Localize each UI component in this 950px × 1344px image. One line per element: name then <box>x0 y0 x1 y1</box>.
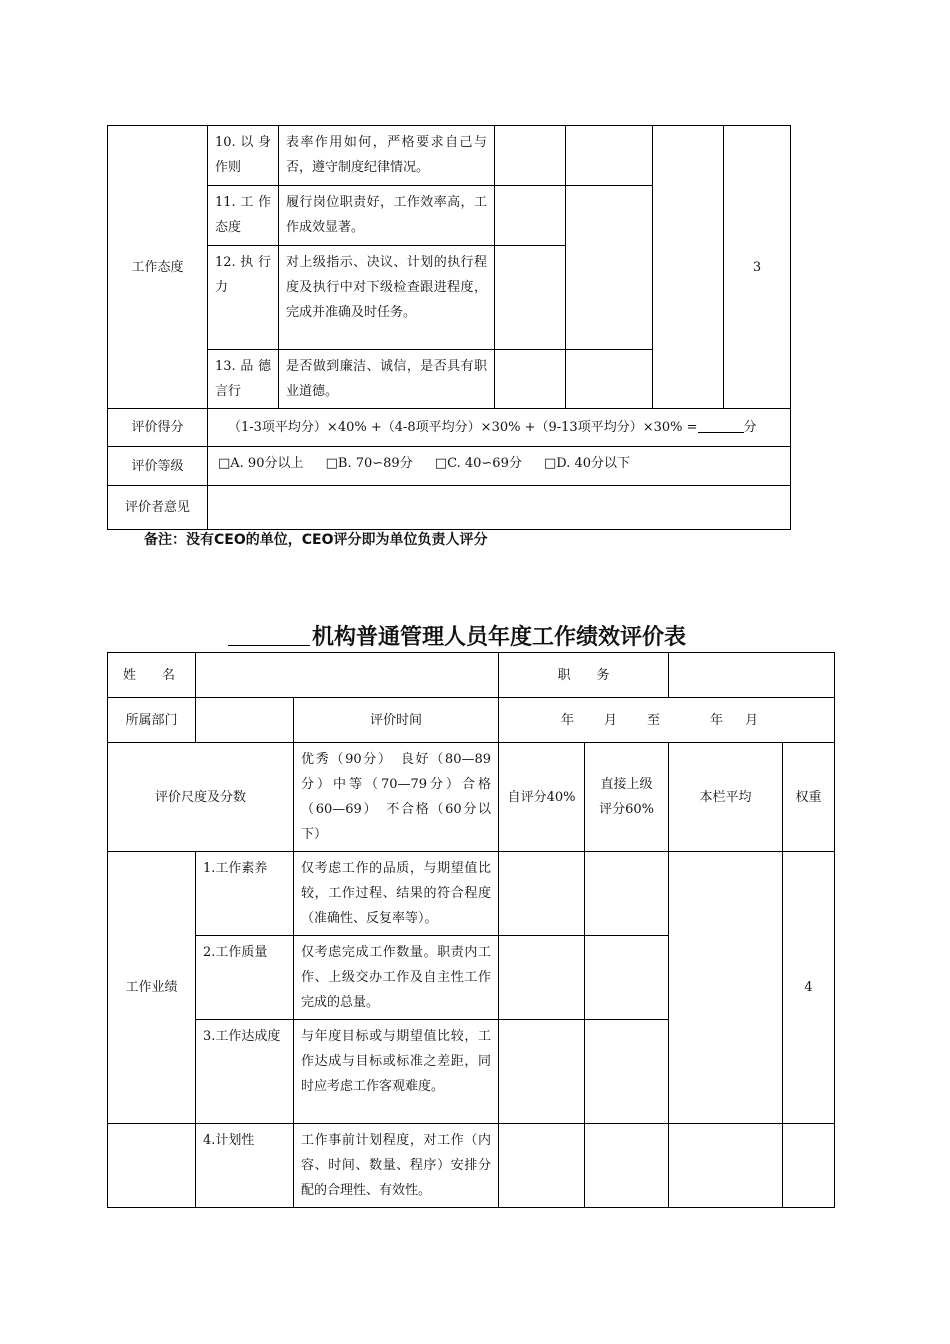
self-score-cell[interactable] <box>495 350 566 409</box>
scale-label: 评价尺度及分数 <box>108 743 294 852</box>
grade-option-c[interactable]: □C. 40∽69分 <box>434 456 522 471</box>
score-formula-row <box>208 409 791 447</box>
item-desc: 工作事前计划程度，对工作（内容、时间、数量、程序）安排分配的合理性、有效性。 <box>294 1124 499 1208</box>
self-score-cell[interactable] <box>495 126 566 186</box>
grade-option-b[interactable]: □B. 70∽89分 <box>325 456 413 471</box>
category-work-performance: 工作业绩 <box>108 852 196 1124</box>
item-no: 4.计划性 <box>196 1124 294 1208</box>
superior-score-cell[interactable] <box>566 126 653 186</box>
self-score-cell[interactable] <box>499 1124 585 1208</box>
self-score-cell[interactable] <box>499 852 585 936</box>
superior-score-cell[interactable] <box>566 186 653 350</box>
superior-score-header: 直接上级评分60% <box>585 743 669 852</box>
self-score-header: 自评分40% <box>499 743 585 852</box>
opinion-label: 评价者意见 <box>108 486 208 530</box>
remark-note: 备注：没有CEO的单位，CEO评分即为单位负责人评分 <box>144 532 488 548</box>
eval-period-field[interactable] <box>499 698 835 743</box>
item-no: 11.工作态度 <box>208 186 279 246</box>
item-desc: 履行岗位职责好，工作效率高，工作成效显著。 <box>279 186 495 246</box>
item-no: 12.执行力 <box>208 246 279 350</box>
item-desc: 仅考虑工作的品质，与期望值比较，工作过程、结果的符合程度（准确性、反复率等）。 <box>294 852 499 936</box>
self-score-cell[interactable] <box>495 246 566 350</box>
self-score-cell[interactable] <box>495 186 566 246</box>
position-label: 职 务 <box>499 653 669 698</box>
period-month-2: 月 <box>745 712 759 728</box>
weight-value: 3 <box>724 126 791 409</box>
superior-score-cell[interactable] <box>585 852 669 936</box>
item-desc: 仅考虑完成工作数量。职责内工作、上级交办工作及自主性工作完成的总量。 <box>294 936 499 1020</box>
item-desc: 表率作用如何，严格要求自己与否，遵守制度纪律情况。 <box>279 126 495 186</box>
scale-desc: 优秀（90分） 良好（80—89分）中等（70—79分）合格（60—69） 不合格（60分以下） <box>294 743 499 852</box>
weight-value: 4 <box>783 852 835 1124</box>
superior-score-cell[interactable] <box>585 1124 669 1208</box>
period-year-2: 年 <box>710 712 724 728</box>
item-no: 10.以身作则 <box>208 126 279 186</box>
item-no: 13.品德言行 <box>208 350 279 409</box>
superior-score-cell[interactable] <box>566 350 653 409</box>
item-no: 2.工作质量 <box>196 936 294 1020</box>
grade-option-d[interactable]: □D. 40分以下 <box>544 456 631 471</box>
position-field[interactable] <box>669 653 835 698</box>
superior-score-cell[interactable] <box>585 936 669 1020</box>
score-blank[interactable] <box>698 418 744 433</box>
dept-label: 所属部门 <box>108 698 196 743</box>
weight-header: 权重 <box>783 743 835 852</box>
name-label: 姓 名 <box>108 653 196 698</box>
column-average-cell[interactable] <box>669 852 783 1124</box>
item-desc: 是否做到廉洁、诚信，是否具有职业道德。 <box>279 350 495 409</box>
opinion-field[interactable] <box>208 486 791 530</box>
name-field[interactable] <box>196 653 499 698</box>
period-year-1: 年 <box>561 712 575 728</box>
evaluation-table-continued <box>107 125 791 530</box>
category-cell-empty <box>108 1124 196 1208</box>
category-work-attitude: 工作态度 <box>108 126 208 409</box>
period-month-1: 月 <box>604 712 618 728</box>
column-average-cell[interactable] <box>669 1124 783 1208</box>
score-formula: （1-3项平均分）×40% +（4-8项平均分）×30% +（9-13项平均分）×30% = <box>228 420 698 435</box>
grade-label: 评价等级 <box>108 447 208 486</box>
grade-option-a[interactable]: □A. 90分以上 <box>218 456 304 471</box>
score-label: 评价得分 <box>108 409 208 447</box>
item-no: 1.工作素养 <box>196 852 294 936</box>
item-desc: 与年度目标或与期望值比较，工作达成与目标或标准之差距，同时应考虑工作客观难度。 <box>294 1020 499 1124</box>
item-desc: 对上级指示、决议、计划的执行程度及执行中对下级检查跟进程度，完成并准确及时任务。 <box>279 246 495 350</box>
period-to: 至 <box>647 712 661 728</box>
column-average-cell[interactable] <box>653 126 724 409</box>
column-average-header: 本栏平均 <box>669 743 783 852</box>
superior-score-cell[interactable] <box>585 1020 669 1124</box>
grade-options <box>208 447 791 486</box>
eval-time-label: 评价时间 <box>294 698 499 743</box>
form-title-row <box>228 620 748 651</box>
evaluation-form-table <box>107 652 835 1208</box>
weight-cell <box>783 1124 835 1208</box>
item-no: 3.工作达成度 <box>196 1020 294 1124</box>
self-score-cell[interactable] <box>499 936 585 1020</box>
dept-field[interactable] <box>196 698 294 743</box>
form-title: 机构普通管理人员年度工作绩效评价表 <box>312 625 687 650</box>
title-org-blank[interactable] <box>228 625 310 646</box>
score-unit: 分 <box>743 420 757 435</box>
self-score-cell[interactable] <box>499 1020 585 1124</box>
